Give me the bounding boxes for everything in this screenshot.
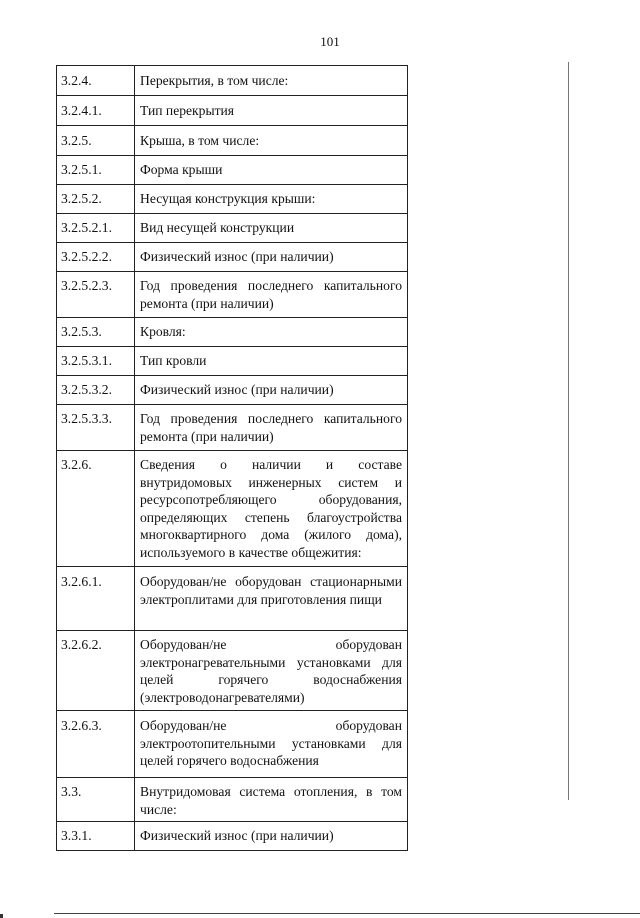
table-row xyxy=(57,214,408,243)
specification-table xyxy=(56,65,408,851)
table-row xyxy=(57,66,408,96)
table-row xyxy=(57,451,408,567)
row-number: 3.2.6.1. xyxy=(57,567,135,631)
table-row xyxy=(57,318,408,347)
row-text: Физический износ (при наличии) xyxy=(135,243,408,272)
row-number: 3.2.5.2.2. xyxy=(57,243,135,272)
row-text: Физический износ (при наличии) xyxy=(135,376,408,405)
row-number: 3.3. xyxy=(57,778,135,822)
row-number: 3.2.6.2. xyxy=(57,631,135,711)
table-row xyxy=(57,243,408,272)
table-row xyxy=(57,185,408,214)
row-number: 3.2.5.1. xyxy=(57,156,135,185)
row-text: Несущая конструкция крыши: xyxy=(135,185,408,214)
row-number: 3.2.6. xyxy=(57,451,135,567)
row-text: Физический износ (при наличии) xyxy=(135,822,408,851)
row-number: 3.2.5.3.1. xyxy=(57,347,135,376)
row-text: Год проведения последнего капитального ремонта (при наличии) xyxy=(135,272,408,318)
table-row xyxy=(57,567,408,631)
row-text: Оборудован/не оборудован электроотопительными установками для целей горячего водоснабжения xyxy=(135,711,408,778)
row-number: 3.3.1. xyxy=(57,822,135,851)
row-number: 3.2.4.1. xyxy=(57,96,135,126)
row-text: Сведения о наличии и составе внутридомовых инженерных систем и ресурсопотребляющего оборудования, определяющих степень благоустройства многоквартирного дома (жилого дома), используемого в качестве общежития: xyxy=(135,451,408,567)
row-number: 3.2.5.3.2. xyxy=(57,376,135,405)
scan-bottom-edge xyxy=(54,913,640,914)
table-row xyxy=(57,631,408,711)
row-text: Тип кровли xyxy=(135,347,408,376)
row-number: 3.2.5.3. xyxy=(57,318,135,347)
row-number: 3.2.6.3. xyxy=(57,711,135,778)
table-row xyxy=(57,272,408,318)
table-row xyxy=(57,822,408,851)
table-row xyxy=(57,96,408,126)
row-text: Оборудован/не оборудован электронагревательными установками для целей горячего водоснабжения (электроводонагревателями) xyxy=(135,631,408,711)
table-row xyxy=(57,778,408,822)
table-row xyxy=(57,376,408,405)
scan-margin-line xyxy=(568,62,569,800)
row-text: Тип перекрытия xyxy=(135,96,408,126)
row-text: Крыша, в том числе: xyxy=(135,126,408,156)
row-text: Форма крыши xyxy=(135,156,408,185)
row-text: Внутридомовая система отопления, в том числе: xyxy=(135,778,408,822)
row-text: Вид несущей конструкции xyxy=(135,214,408,243)
table-row xyxy=(57,126,408,156)
row-number: 3.2.5. xyxy=(57,126,135,156)
table-row xyxy=(57,156,408,185)
row-number: 3.2.4. xyxy=(57,66,135,96)
row-text: Год проведения последнего капитального ремонта (при наличии) xyxy=(135,405,408,451)
table-row xyxy=(57,405,408,451)
row-number: 3.2.5.2.1. xyxy=(57,214,135,243)
row-number: 3.2.5.2. xyxy=(57,185,135,214)
scan-corner-mark xyxy=(0,914,3,918)
table-row xyxy=(57,711,408,778)
row-number: 3.2.5.2.3. xyxy=(57,272,135,318)
table-row xyxy=(57,347,408,376)
row-text: Оборудован/не оборудован стационарными электроплитами для приготовления пищи xyxy=(135,567,408,631)
row-text: Перекрытия, в том числе: xyxy=(135,66,408,96)
page-number: 101 xyxy=(320,34,340,49)
row-number: 3.2.5.3.3. xyxy=(57,405,135,451)
row-text: Кровля: xyxy=(135,318,408,347)
